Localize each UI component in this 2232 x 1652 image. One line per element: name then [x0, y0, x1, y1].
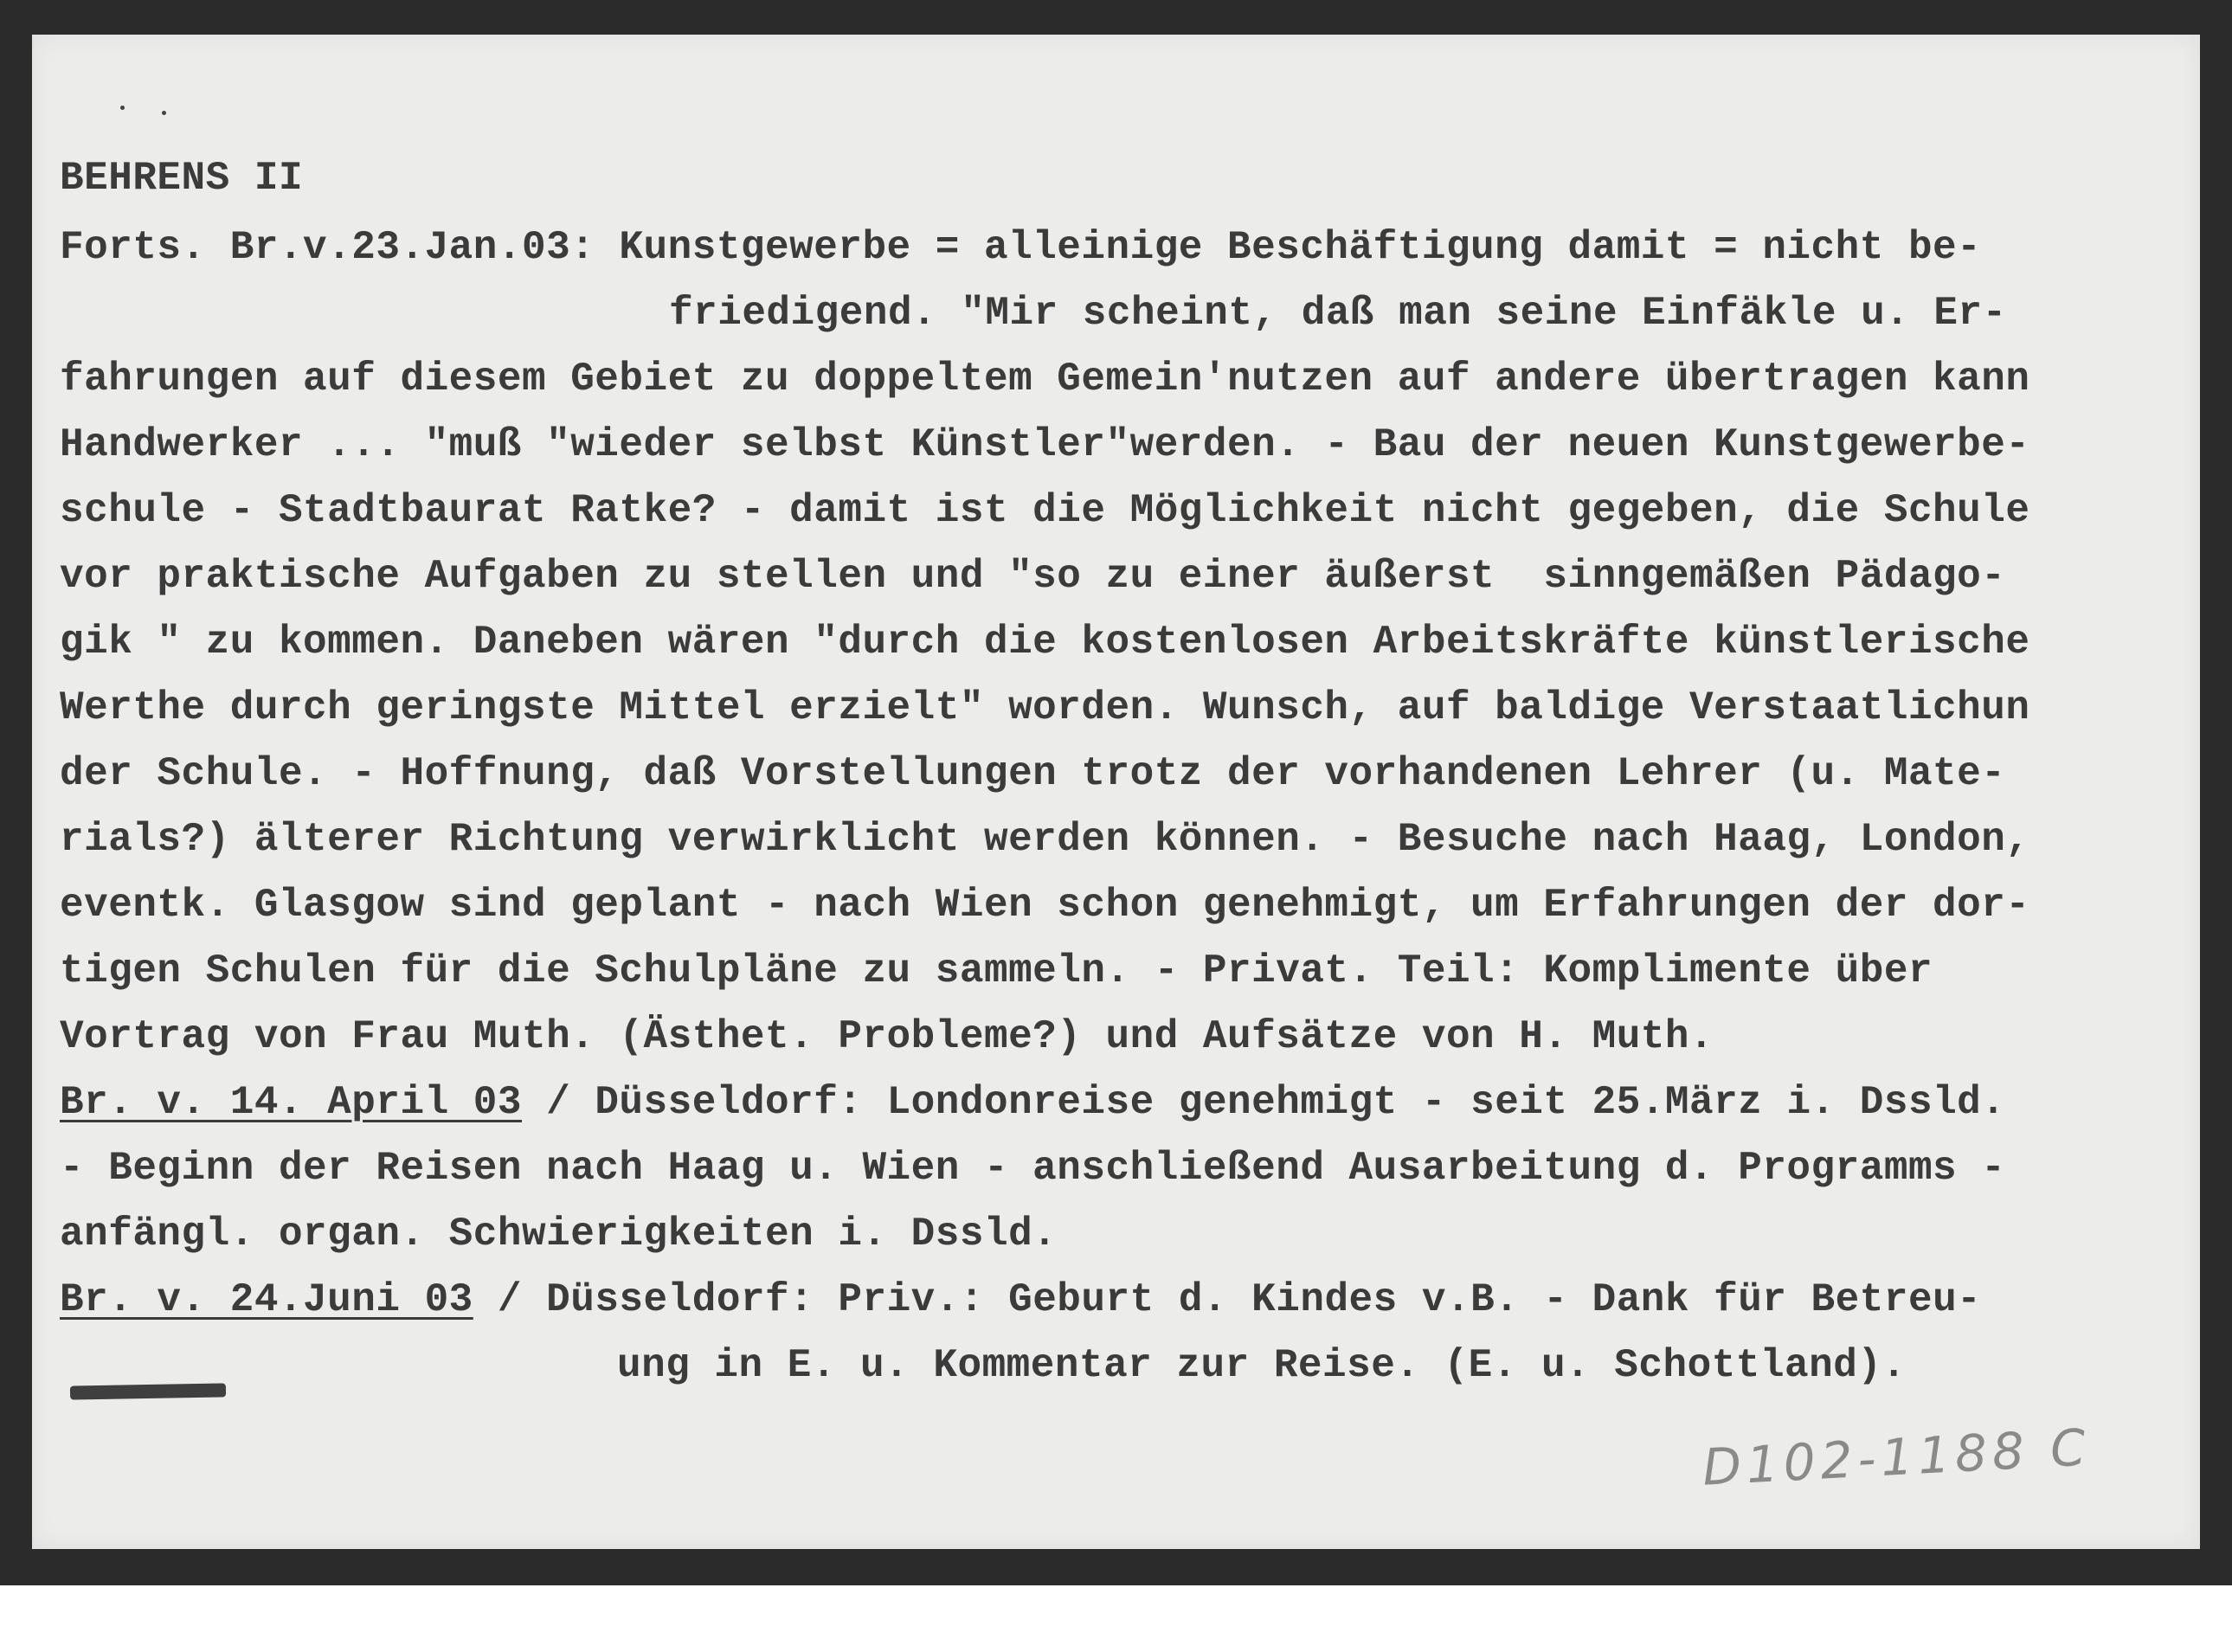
- entry-april-text: Düsseldorf: Londonreise genehmigt - seit 25.März i. Dssld.: [595, 1080, 2006, 1125]
- body-line-12: tigen Schulen für die Schulpläne zu sammeln. - Privat. Teil: Komplimente über: [60, 948, 1933, 993]
- entry-separator: /: [522, 1080, 595, 1125]
- body-line-1: Forts. Br.v.23.Jan.03: Kunstgewerbe = alleinige Beschäftigung damit = nicht be-: [60, 225, 1982, 270]
- entry-april-date: Br. v. 14. April 03: [60, 1080, 522, 1125]
- redaction-mark: [70, 1383, 226, 1399]
- entry-april-line-1: [60, 1080, 2005, 1125]
- body-line-11: eventk. Glasgow sind geplant - nach Wien schon genehmigt, um Erfahrungen der dor-: [60, 883, 2030, 928]
- body-line-8: Werthe durch geringste Mittel erzielt" worden. Wunsch, auf baldige Verstaatlichun: [60, 685, 2030, 730]
- body-line-2: friedigend. "Mir scheint, daß man seine Einfäkle u. Er-: [669, 291, 2007, 336]
- document-heading: BEHRENS II: [60, 156, 304, 201]
- body-line-6: vor praktische Aufgaben zu stellen und "so zu einer äußerst sinngemäßen Pädago-: [60, 554, 2006, 599]
- body-line-7: gik " zu kommen. Daneben wären "durch die kostenlosen Arbeitskräfte künstlerische: [60, 620, 2030, 665]
- body-line-4: Handwerker ... "muß "wieder selbst Künstler"werden. - Bau der neuen Kunstgewerbe-: [60, 422, 2030, 467]
- body-line-5: schule - Stadtbaurat Ratke? - damit ist die Möglichkeit nicht gegeben, die Schule: [60, 488, 2030, 533]
- punch-dot: [162, 111, 166, 115]
- body-line-3: fahrungen auf diesem Gebiet zu doppeltem Gemein'nutzen auf andere übertragen kann: [60, 357, 2030, 402]
- punch-dot: [120, 106, 125, 110]
- entry-june-line-2: ung in E. u. Kommentar zur Reise. (E. u. Schottland).: [617, 1343, 1907, 1388]
- entry-june-date: Br. v. 24.Juni 03: [60, 1277, 473, 1322]
- body-line-13: Vortrag von Frau Muth. (Ästhet. Probleme?) und Aufsätze von H. Muth.: [60, 1014, 1714, 1059]
- body-line-9: der Schule. - Hoffnung, daß Vorstellungen trotz der vorhandenen Lehrer (u. Mate-: [60, 751, 2006, 796]
- entry-separator: /: [473, 1277, 547, 1322]
- entry-june-text: Düsseldorf: Priv.: Geburt d. Kindes v.B. - Dank für Betreu-: [546, 1277, 1982, 1322]
- body-line-10: rials?) älterer Richtung verwirklicht werden können. - Besuche nach Haag, London,: [60, 817, 2030, 862]
- entry-april-line-3: anfängl. organ. Schwierigkeiten i. Dssld.: [60, 1212, 1058, 1257]
- entry-june-line-1: [60, 1277, 1981, 1322]
- archive-signature: D102-1188 C: [1701, 1417, 2093, 1497]
- entry-april-line-2: - Beginn der Reisen nach Haag u. Wien - anschließend Ausarbeitung d. Programms -: [60, 1146, 2006, 1191]
- archive-card: [32, 35, 2200, 1549]
